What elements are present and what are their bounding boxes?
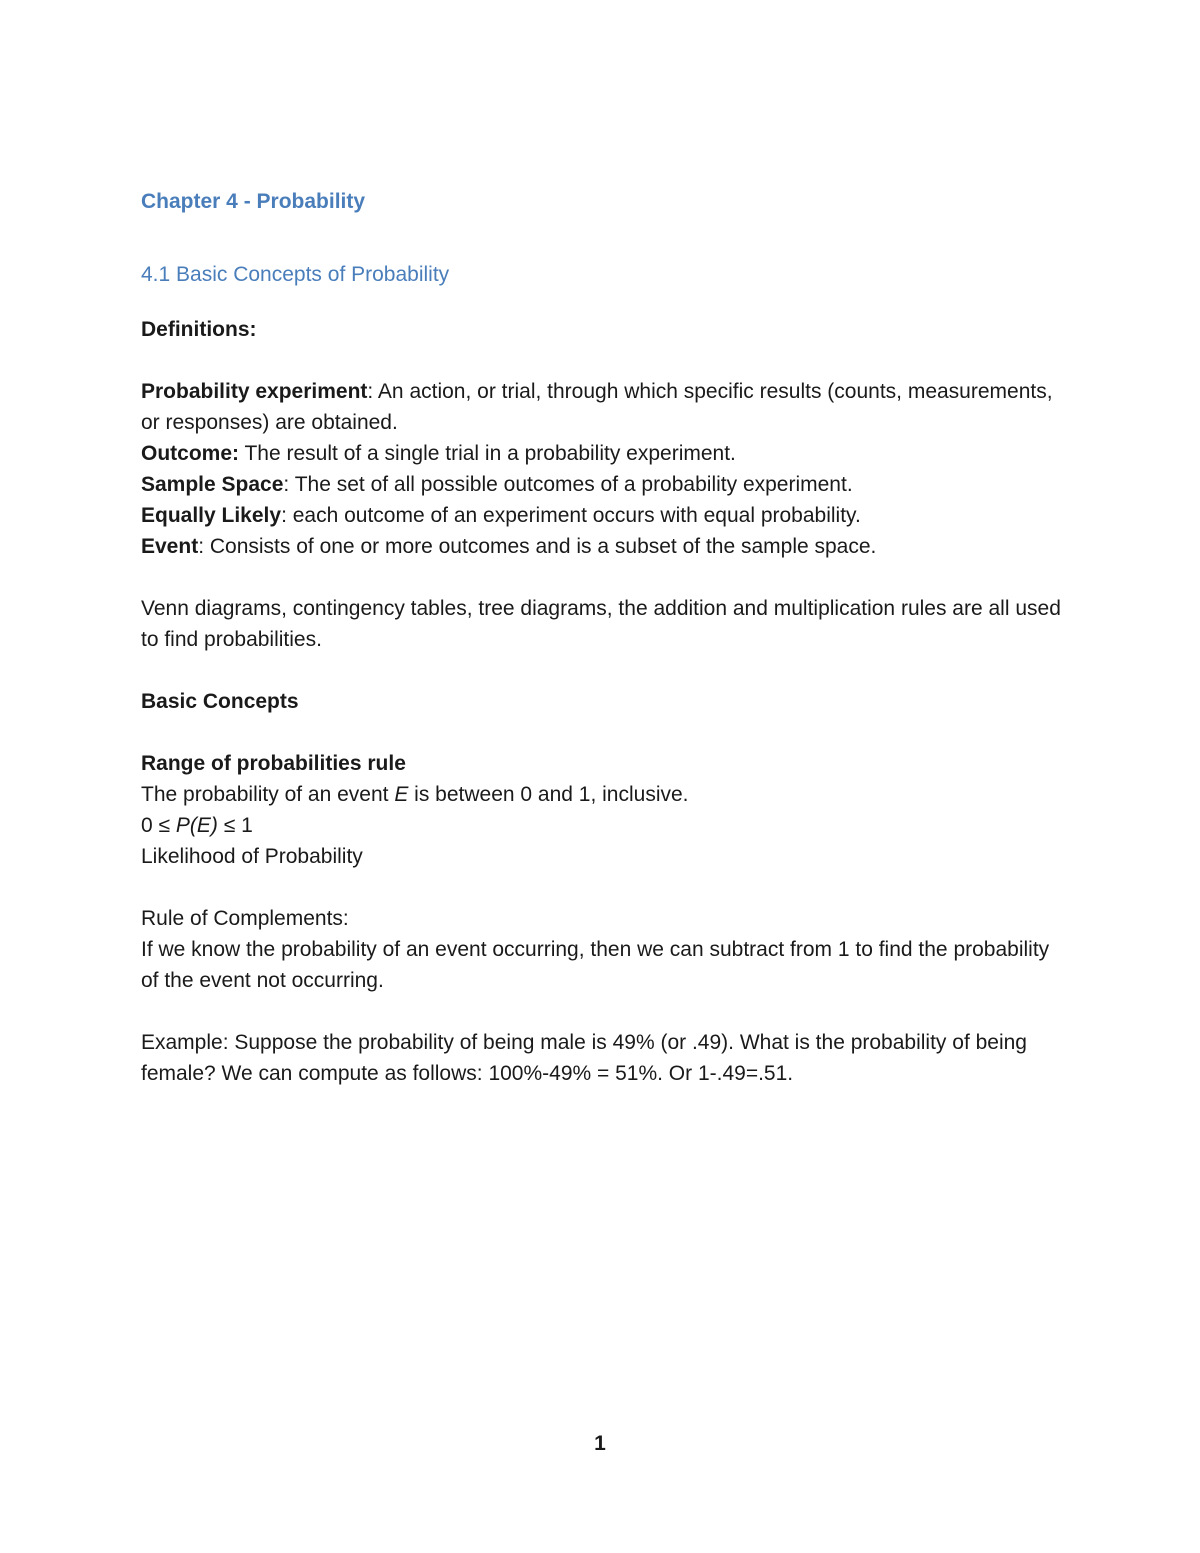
basic-concepts-heading: Basic Concepts [141,690,299,713]
range-rule-heading: Range of probabilities rule [141,752,406,775]
chapter-title: Chapter 4 - Probability [141,190,366,213]
formula-left: 0 ≤ [141,814,176,837]
complements-heading: Rule of Complements: [141,907,349,930]
definition-item [141,469,1061,500]
definition-term: Sample Space [141,473,284,496]
complements-text: If we know the probability of an event occurring, then we can subtract from 1 to find the probability of the event not occurring. [141,938,1050,992]
definition-term: Probability experiment [141,380,368,403]
definitions-list [141,376,1061,562]
formula-probability: P(E) [175,814,218,837]
definition-text: The result of a single trial in a probability experiment. [244,442,736,465]
page-number: 1 [594,1432,606,1455]
formula-right: ≤ 1 [217,814,253,837]
definition-text: Consists of one or more outcomes and is a subset of the sample space. [209,535,877,558]
spacer [141,655,1061,686]
definition-term: Event [141,535,199,558]
definition-item [141,500,1061,531]
event-symbol: E [394,783,409,806]
definition-text: The set of all possible outcomes of a probability experiment. [294,473,853,496]
spacer [141,996,1061,1027]
spacer [141,717,1061,748]
spacer [141,345,1061,376]
definition-item [141,438,1061,469]
spacer [141,562,1061,593]
range-rule-text-before: The probability of an event [141,783,395,806]
definition-term: Outcome: [141,442,240,465]
section-title: 4.1 Basic Concepts of Probability [141,263,450,286]
definition-text: An action, or trial, through which specific results (counts, measurements, or responses) are obtained. [141,380,1053,434]
definition-term: Equally Likely [141,504,282,527]
range-rule-text [141,779,1061,810]
spacer [141,290,1061,314]
tools-paragraph: Venn diagrams, contingency tables, tree diagrams, the addition and multiplication rules are all used to find probabilities. [141,597,1061,651]
page-body [141,186,1061,1089]
definition-separator: : [283,473,295,496]
definition-text: each outcome of an experiment occurs with equal probability. [292,504,861,527]
definition-separator: : [198,535,210,558]
range-rule-formula [141,810,1061,841]
definition-item [141,376,1061,438]
range-rule-text-after: is between 0 and 1, inclusive. [408,783,689,806]
definitions-heading: Definitions: [141,318,257,341]
definition-separator: : [367,380,378,403]
definition-item [141,531,1061,562]
definition-separator: : [281,504,293,527]
example-paragraph: Example: Suppose the probability of being male is 49% (or .49). What is the probability of being female? We can compute as follows: 100%-49% = 51%. Or 1-.49=.51. [141,1031,1027,1085]
spacer [141,872,1061,903]
likelihood-label: Likelihood of Probability [141,845,363,868]
